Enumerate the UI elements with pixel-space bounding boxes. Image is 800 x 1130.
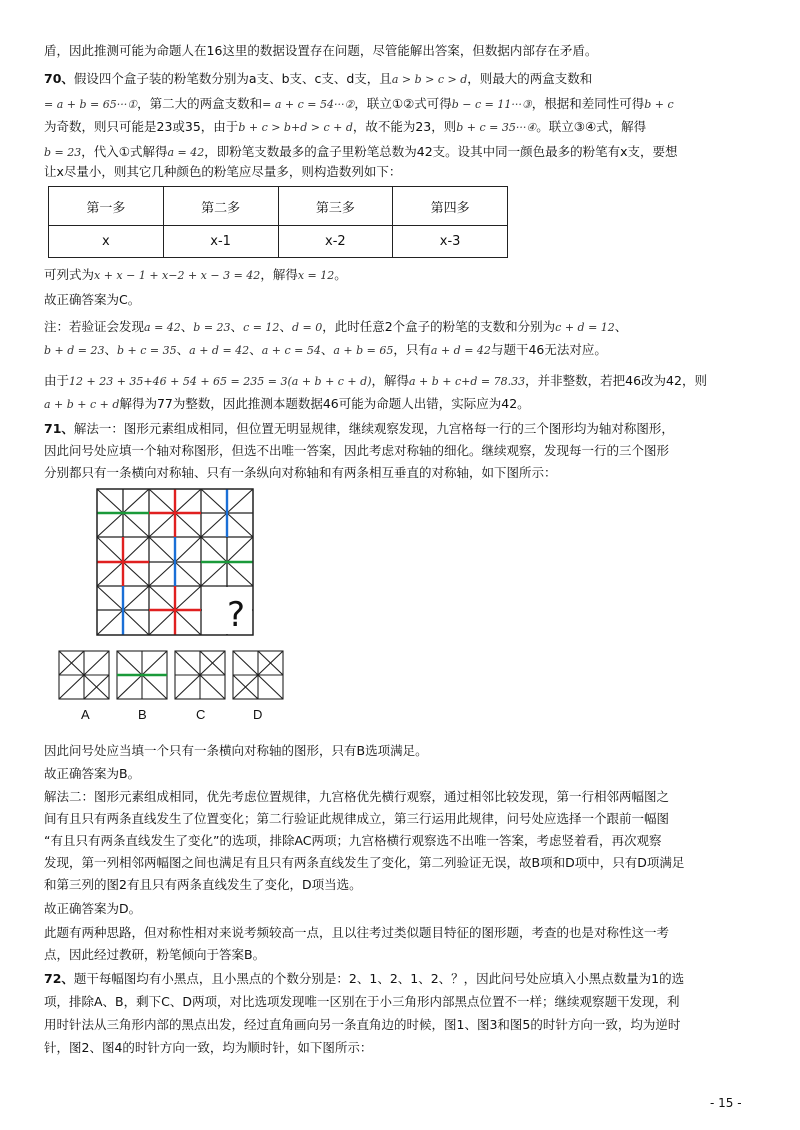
q70-line-2: = a + b = 65···①，第二大的两盒支数和= a + c = 54···②，联立①②式可得b − c = 11···③，根据和差同性可得b + c xyxy=(44,96,674,111)
table-header-cell: 第三多 xyxy=(278,187,393,226)
q72-line-4: 针，图2、图4的时针方向一致，均为顺时针，如下图所示： xyxy=(44,1040,373,1055)
q71-answer-1: 故正确答案为B。 xyxy=(44,766,141,781)
table-header-cell: 第四多 xyxy=(393,187,508,226)
table-cell: x-3 xyxy=(393,226,508,258)
q70-line-5: 让x尽量小，则其它几种颜色的粉笔应尽量多，则构造数列如下： xyxy=(44,164,402,179)
q71-discussion-2: 点，因此经过教研，粉笔倾向于答案B。 xyxy=(44,947,266,962)
q72-line-3: 用时针法从三角形内部的黑点出发，经过直角画向另一条直角边的时候，图1、图3和图5的时针方向一致，均为逆时 xyxy=(44,1017,681,1032)
table-header-cell: 第二多 xyxy=(163,187,278,226)
q71-method2-5: 和第三列的图2有且只有两条直线发生了变化，D项当选。 xyxy=(44,877,362,892)
q70-sum-2: a + b + c + d解得为77为整数，因此推测本题数据46可能为命题人出错，实际应为42。 xyxy=(44,396,530,411)
q70-line-3: 为奇数，则只可能是23或35，由于b + c > b+d > c + d，故不能为23，则b + c = 35···④。联立③④式，解得 xyxy=(44,119,647,134)
q72-line-1: 72、题干每幅图均有小黑点，且小黑点的个数分别是：2、1、2、1、2、？，因此问号处应填入小黑点数量为1的选 xyxy=(44,971,685,986)
q71-conclusion: 因此问号处应当填一个只有一条横向对称轴的图形，只有B选项满足。 xyxy=(44,743,428,758)
table-header-cell: 第一多 xyxy=(49,187,164,226)
q70-line-4: b = 23，代入①式解得a = 42，即粉笔支数最多的盒子里粉笔总数为42支。设其中同一颜色最多的粉笔有x支，要想 xyxy=(44,144,678,159)
q70-note-2: b + d = 23、b + c = 35、a + d = 42、a + c = 54、a + b = 65，只有a + d = 42与题干46无法对应。 xyxy=(44,342,607,357)
option-b-label: B xyxy=(138,707,147,722)
table-cell: x xyxy=(49,226,164,258)
option-figures xyxy=(58,650,288,702)
question-mark: ? xyxy=(226,595,246,635)
option-d-label: D xyxy=(253,707,263,722)
q70-line-1: 70、假设四个盒子装的粉笔数分别为a支、b支、c支、d支，且a > b > c > d，则最大的两盒支数和 xyxy=(44,71,593,86)
q71-method2-2: 间有且只有两条直线发生了位置变化；第二行验证此规律成立，第三行运用此规律，问号处应选择一个跟前一幅图 xyxy=(44,811,670,826)
sequence-table xyxy=(48,186,508,258)
q70-sum-1: 由于12 + 23 + 35+46 + 54 + 65 = 235 = 3(a + b + c + d)，解得a + b + c+d = 78.33，并非整数，若把46改为42，则 xyxy=(44,373,707,388)
q72-line-2: 项，排除A、B，剩下C、D两项，对比选项发现唯一区别在于小三角形内部黑点位置不一样；继续观察题干发现，利 xyxy=(44,994,680,1009)
q71-answer-2: 故正确答案为D。 xyxy=(44,901,142,916)
option-c-label: C xyxy=(196,707,206,722)
q71-method2-4: 发现，第一列相邻两幅图之间也满足有且只有两条直线发生了变化，第二列验证无误，故B项和D项中，只有D项满足 xyxy=(44,855,685,870)
q71-method2-3: “有且只有两条直线发生了变化”的选项，排除AC两项；九宫格横行观察选不出唯一答案，考虑竖着看，再次观察 xyxy=(44,833,662,848)
nine-grid-puzzle xyxy=(96,488,254,636)
q70-note-1: 注：若验证会发现a = 42、b = 23、c = 12、d = 0，此时任意2个盒子的粉笔的支数和分别为c + d = 12、 xyxy=(44,319,628,334)
q71-line-2: 因此问号处应填一个轴对称图形，但选不出唯一答案，因此考虑对称轴的细化。继续观察，发现每一行的三个图形 xyxy=(44,443,670,458)
q71-line-1: 71、解法一：图形元素组成相同，但位置无明显规律，继续观察发现，九宫格每一行的三个图形均为轴对称图形， xyxy=(44,421,674,436)
q71-discussion-1: 此题有两种思路，但对称性相对来说考频较高一点，且以往考过类似题目特征的图形题，考查的也是对称性这一考 xyxy=(44,925,670,940)
table-cell: x-1 xyxy=(163,226,278,258)
text-line: 盾，因此推测可能为命题人在16这里的数据设置存在问题，尽管能解出答案，但数据内部存在矛盾。 xyxy=(44,43,598,58)
q70-equation: 可列式为x + x − 1 + x−2 + x − 3 = 42，解得x = 12。 xyxy=(44,267,347,282)
q71-line-3: 分别都只有一条横向对称轴、只有一条纵向对称轴和有两条相互垂直的对称轴，如下图所示： xyxy=(44,465,557,480)
q70-answer: 故正确答案为C。 xyxy=(44,292,141,307)
page-number: - 15 - xyxy=(710,1096,742,1110)
table-cell: x-2 xyxy=(278,226,393,258)
q71-method2-1: 解法二：图形元素组成相同，优先考虑位置规律，九宫格优先横行观察，通过相邻比较发现，第一行相邻两幅图之 xyxy=(44,789,670,804)
option-a-label: A xyxy=(81,707,90,722)
